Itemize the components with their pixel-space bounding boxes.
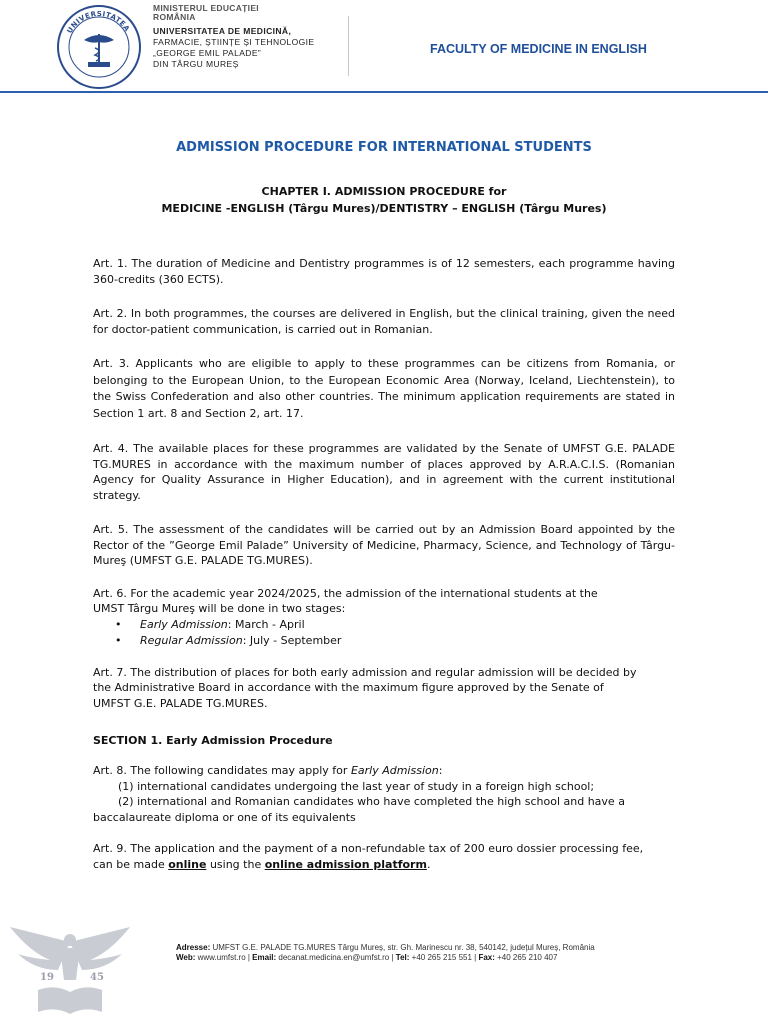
ministry-line: MINISTERUL EDUCAȚIEI — [153, 3, 259, 13]
footer-address — [176, 943, 595, 953]
chapter-line-1: CHAPTER I. ADMISSION PROCEDURE for — [261, 185, 507, 198]
university-info — [153, 4, 343, 70]
article-7 — [93, 665, 675, 712]
bullet-icon: • — [115, 617, 122, 631]
univ-line-3: „GEORGE EMIL PALADE” — [153, 48, 262, 58]
footer-contact — [176, 953, 595, 963]
address-label: Adresse: — [176, 943, 211, 952]
article-8-em: Early Admission — [350, 764, 439, 777]
article-8 — [93, 763, 675, 825]
university-logo — [56, 4, 142, 90]
early-admission-period: : March - April — [227, 617, 305, 631]
faculty-name: FACULTY OF MEDICINE IN ENGLISH — [430, 42, 647, 56]
article-7-line-1: Art. 7. The distribution of places for both early admission and regular admission will be decided by — [93, 665, 637, 679]
web-label: Web: — [176, 953, 196, 962]
page-title: ADMISSION PROCEDURE FOR INTERNATIONAL STUDENTS — [176, 140, 592, 155]
header-rule — [0, 91, 768, 93]
article-5: Art. 5. The assessment of the candidates will be carried out by an Admission Board appointed by the Rector of the ”George Emil Palade” University of Medicine, Pharmacy, Science, and Technology of Târgu-Mureş (UMFST G.E. PALADE TG.MURES). — [93, 523, 675, 567]
online-admission-platform-link[interactable]: online admission platform — [264, 857, 427, 871]
article-7-line-2: the Administrative Board in accordance with the maximum figure approved by the Senate of — [93, 681, 604, 694]
list-item — [115, 633, 675, 649]
document-body — [93, 140, 675, 872]
list-item — [115, 617, 675, 633]
early-admission-label: Early Admission — [140, 617, 228, 631]
logo-ring-text: UNIVERSITATEA — [65, 9, 132, 35]
web-link[interactable]: www.umfst.ro | — [195, 953, 253, 962]
article-8-prefix: Art. 8. The following candidates may apply for — [93, 764, 351, 777]
article-9-mid: using the — [206, 857, 265, 871]
article-1: Art. 1. The duration of Medicine and Dentistry programmes is of 12 semesters, each programme having 360-credits (360 ECTS). — [93, 257, 675, 286]
article-8-suffix: : — [438, 764, 443, 777]
article-9-line-2 — [93, 857, 675, 873]
univ-line-2: FARMACIE, ȘTIINȚE ȘI TEHNOLOGIE — [153, 37, 315, 47]
ministry-country: ROMÂNIA — [153, 12, 196, 22]
fax-value: +40 265 210 407 — [494, 953, 558, 962]
fax-label: Fax: — [478, 953, 495, 962]
chapter-heading — [93, 183, 675, 217]
email-link[interactable]: decanat.medicina.en@umfst.ro | — [276, 953, 396, 962]
emblem-year-left: 19 — [40, 972, 54, 983]
article-8-item-2: (2) international and Romanian candidates who have completed the high school and have a — [118, 795, 625, 808]
email-label: Email: — [252, 953, 277, 962]
article-8-item-2-cont: baccalaureate diploma or one of its equivalents — [93, 810, 356, 824]
section-1-heading: SECTION 1. Early Admission Procedure — [93, 734, 333, 747]
article-8-item-1: (1) international candidates undergoing the last year of study in a foreign high school; — [118, 779, 595, 793]
article-9 — [93, 841, 675, 872]
eagle-emblem-icon — [10, 922, 130, 1022]
article-9-end: . — [426, 857, 431, 871]
regular-admission-period: : July - September — [242, 633, 342, 647]
page-header — [0, 0, 768, 92]
univ-line-1: UNIVERSITATEA DE MEDICINĂ, — [153, 26, 292, 36]
article-7-line-3: UMFST G.E. PALADE TG.MURES. — [93, 696, 268, 710]
article-6-line-1: Art. 6. For the academic year 2024/2025, the admission of the international students at the — [93, 586, 598, 600]
article-6 — [93, 586, 675, 649]
article-6-line-2: UMST Târgu Mureş will be done in two stages: — [93, 602, 346, 615]
tel-label: Tel: — [395, 953, 410, 962]
bullet-icon: • — [115, 633, 122, 647]
article-3: Art. 3. Applicants who are eligible to apply to these programmes can be citizens from Romania, or belonging to the European Union, to the European Economic Area (Norway, Iceland, Liechtenstein), to the Swiss Confederation and also other countries. The minimum application requirements are stated in Section 1 art. 8 and Section 2, art. 17. — [93, 357, 675, 420]
article-2: Art. 2. In both programmes, the courses are delivered in English, but the clinical training, given the need for doctor-patient communication, is carried out in Romanian. — [93, 307, 675, 336]
article-9-pre: can be made — [93, 857, 169, 871]
admission-stages-list — [93, 617, 675, 649]
emblem-year-right: 45 — [90, 972, 104, 983]
page-footer — [176, 943, 595, 963]
address-value: UMFST G.E. PALADE TG.MURES Târgu Mureș, str. Gh. Marinescu nr. 38, 540142, județul Mureș, România — [210, 943, 595, 952]
chapter-line-2: MEDICINE -ENGLISH (Târgu Mures)/DENTISTRY – ENGLISH (Târgu Mures) — [161, 202, 607, 215]
article-8-intro — [93, 763, 675, 779]
header-divider — [348, 16, 349, 76]
univ-line-4: DIN TÂRGU MUREȘ — [153, 59, 239, 69]
regular-admission-label: Regular Admission — [140, 633, 243, 647]
tel-value: +40 265 215 551 | — [409, 953, 479, 962]
online-link[interactable]: online — [168, 857, 207, 871]
article-9-line-1: Art. 9. The application and the payment of a non-refundable tax of 200 euro dossier processing fee, — [93, 842, 644, 855]
article-4: Art. 4. The available places for these programmes are validated by the Senate of UMFST G.E. PALADE TG.MURES in accordance with the maximum number of places approved by A.R.A.C.I.S. (Romanian Agency for Quality Assurance in Higher Education), and in agreement with the current institutional strategy. — [93, 442, 675, 502]
university-name — [153, 26, 343, 70]
